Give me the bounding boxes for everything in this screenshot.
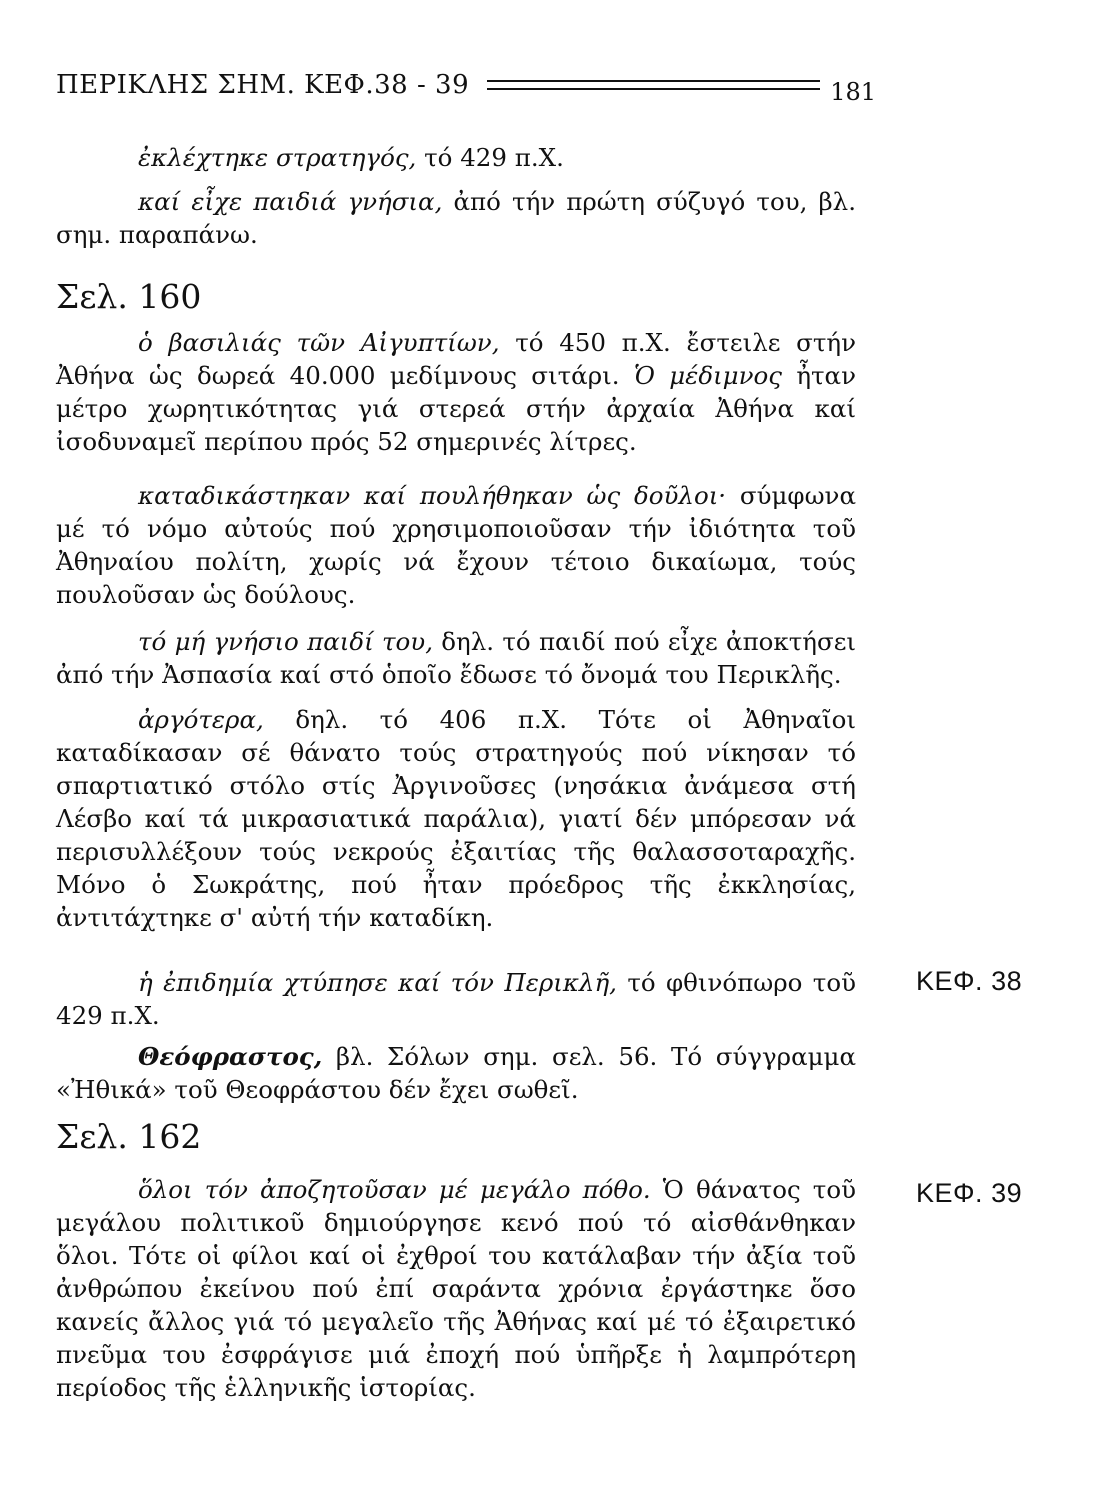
note-lemma: καί εἶχε παιδιά γνήσια, xyxy=(138,187,443,216)
note-lemma-medimnos: Ὁ μέδιμνος xyxy=(633,361,782,390)
note-lemma: ὅλοι τόν ἀποζητοῦσαν μέ μεγάλο πόθο. xyxy=(138,1175,651,1204)
note-text: βλ. Σόλων σημ. σελ. 56. Τό σύγγραμμα «Ἠθικά» τοῦ Θεοφράστου δέν ἔχει σωθεῖ. xyxy=(56,1042,856,1104)
note-text: Ὁ θάνατος τοῦ μεγάλου πολιτικοῦ δημιούργησε κενό πού τό αἰσθάνθηκαν ὅλοι. Τότε οἱ φίλοι καί οἱ ἐχθροί του κατάλαβαν τήν ἀξία τοῦ ἀνθρώπου ἐκείνου πού ἐπί σαράντα χρόνια ἐργάστηκε ὅσο κανείς ἄλλος γιά τό μεγαλεῖο τῆς Ἀθήνας καί μέ τό ἐξαιρετικό πνεῦμα του ἐσφράγισε μιά ἐποχή πού ὑπῆρξε ἡ λαμπρότερη περίοδος τῆς ἑλληνικῆς ἱστορίας. xyxy=(56,1175,856,1402)
note-text: τό 450 π.Χ. ἔστειλε στήν Ἀθήνα ὡς δωρεά 40.000 μεδίμνους σιτάρι. xyxy=(56,328,856,390)
note-text: τό 429 π.Χ. xyxy=(416,143,564,172)
note-lemma: τό μή γνήσιο παιδί του, xyxy=(138,627,433,656)
note-lemma: Θεόφραστος, xyxy=(138,1042,323,1071)
page-number: 181 xyxy=(830,78,876,106)
note-text: σύμφωνα μέ τό νόμο αὐτούς πού χρησιμοποιοῦσαν τήν ἰδιότητα τοῦ Ἀθηναίου πολίτη, χωρίς νά ἔχουν τέτοιο δικαίωμα, τούς πουλοῦσαν ὡς δούλους. xyxy=(56,481,856,609)
note-egyptian-king xyxy=(56,326,856,458)
note-text: τό φθινόπωρο τοῦ 429 π.Χ. xyxy=(56,968,856,1030)
section-heading-sel-160: Σελ. 160 xyxy=(56,277,202,316)
chapter-marker-38: ΚΕΦ. 38 xyxy=(916,966,1023,996)
note-lemma: καταδικάστηκαν καί πουλήθηκαν ὡς δοῦλοι· xyxy=(138,481,727,510)
note-lemma: ἡ ἐπιδημία χτύπησε καί τόν Περικλῆ, xyxy=(138,968,617,997)
note-longing xyxy=(56,1173,856,1404)
note-arginusae xyxy=(56,703,856,934)
note-lemma: ἐκλέχτηκε στρατηγός, xyxy=(138,143,417,172)
note-lemma: ἀργότερα, xyxy=(138,705,264,734)
note-sold-as-slaves xyxy=(56,479,856,611)
note-legitimate-children xyxy=(56,185,856,251)
note-text: δηλ. τό 406 π.Χ. Τότε οἱ Ἀθηναῖοι καταδίκασαν σέ θάνατο τούς στρατηγούς πού νίκησαν τό σπαρτιατικό στόλο στίς Ἀργινοῦσες (νησάκια ἀνάμεσα στή Λέσβο καί τά μικρασιατικά παράλια), γιατί δέν μπόρεσαν νά περισυλλέξουν τούς νεκρούς ἐξαιτίας τῆς θαλασσοταραχῆς. Μόνο ὁ Σωκράτης, πού ἦταν πρόεδρος τῆς ἐκκλησίας, ἀντιτάχτηκε σ' αὐτή τήν καταδίκη. xyxy=(56,705,856,932)
header-title: ΠΕΡΙΚΛΗΣ ΣΗΜ. ΚΕΦ.38 - 39 xyxy=(56,70,470,100)
running-header xyxy=(56,60,876,106)
note-text: δηλ. τό παιδί πού εἶχε ἀποκτήσει ἀπό τήν Ἀσπασία καί στό ὁποῖο ἔδωσε τό ὄνομά του Περικλῆς. xyxy=(56,627,856,689)
note-epidemic xyxy=(56,966,856,1032)
note-illegitimate-child xyxy=(56,625,856,691)
note-elected-general xyxy=(56,141,856,174)
header-rule xyxy=(487,80,820,90)
chapter-marker-39: ΚΕΦ. 39 xyxy=(916,1178,1023,1208)
section-heading-sel-162: Σελ. 162 xyxy=(56,1117,202,1156)
note-text: ἀπό τήν πρώτη σύζυγό του, βλ. σημ. παραπάνω. xyxy=(56,187,857,249)
note-theophrastus xyxy=(56,1040,856,1106)
note-lemma: ὁ βασιλιάς τῶν Αἰγυπτίων, xyxy=(138,328,500,357)
note-text-medimnos: ἦταν μέτρο χωρητικότητας γιά στερεά στήν ἀρχαία Ἀθήνα καί ἰσοδυναμεῖ περίπου πρός 52 σημερινές λίτρες. xyxy=(56,361,856,456)
